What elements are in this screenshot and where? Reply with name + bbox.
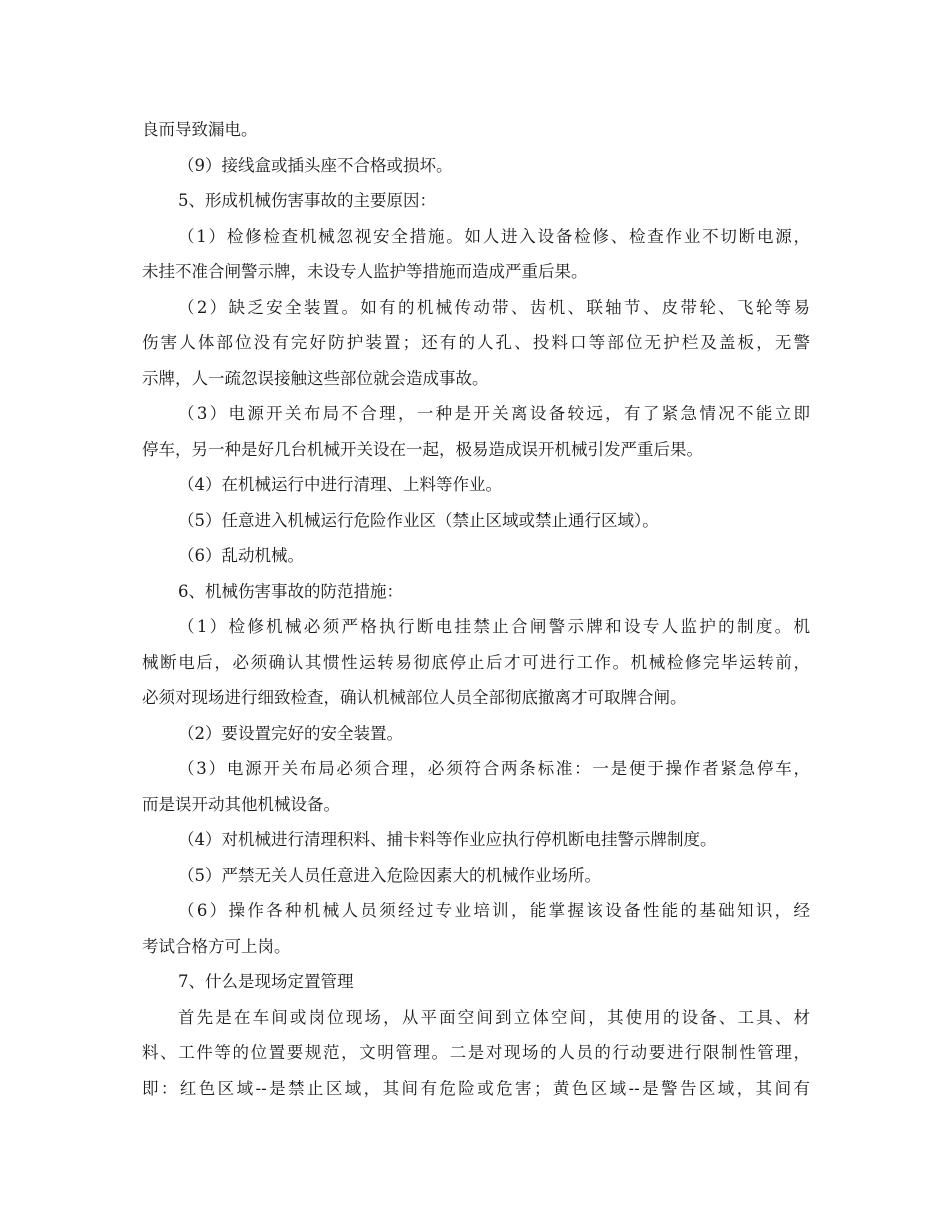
text-line: 而是误开动其他机械设备。 [142,794,340,814]
text-line: （2）要设置完好的安全装置。 [178,723,403,743]
text-line: （1）检修机械必须严格执行断电挂禁止合闸警示牌和设专人监护的制度。机 [178,617,810,636]
document-page [142,112,810,1106]
text-line: 即：红色区域--是禁止区域，其间有危险或危害；黄色区域--是警告区域，其间有 [142,1078,810,1098]
text-line: （4）在机械运行中进行清理、上料等作业。 [178,475,502,494]
section-heading: 5、形成机械伤害事故的主要原因： [178,191,436,210]
text-line: 停车，另一种是好几台机械开关设在一起，极易造成误开机械引发严重后果。 [142,439,703,459]
text-line: （3）电源开关布局必须合理，必须符合两条标准：一是便于操作者紧急停车， [178,759,810,778]
text-line: 伤害人体部位没有完好防护装置；还有的人孔、投料口等部位无护栏及盖板，无警 [142,333,810,352]
text-line: （1）检修检查机械忽视安全措施。如人进入设备检修、检查作业不切断电源， [178,226,810,246]
text-line: 未挂不准合闸警示牌，未设专人监护等措施而造成严重后果。 [142,262,588,281]
text-line: （2）缺乏安全装置。如有的机械传动带、齿机、联轴节、皮带轮、飞轮等易 [178,297,810,317]
text-line: 必须对现场进行细致检查，确认机械部位人员全部彻底撤离才可取牌合闸。 [142,688,687,707]
text-line: 示牌，人一疏忽误接触这些部位就会造成事故。 [142,368,489,388]
text-line: 料、工件等的位置要规范，文明管理。二是对现场的人员的行动要进行限制性管理， [142,1043,810,1062]
section-heading: 7、什么是现场定置管理 [178,972,354,991]
text-line: （4）对机械进行清理积料、捕卡料等作业应执行停机断电挂警示牌制度。 [178,830,717,849]
text-line: （9）接线盒或插头座不合格或损坏。 [178,155,453,175]
text-line: （3）电源开关布局不合理，一种是开关离设备较远，有了紧急情况不能立即 [178,404,810,423]
text-line: 械断电后，必须确认其惯性运转易彻底停止后才可进行工作。机械检修完毕运转前， [142,652,810,672]
text-line: 良而导致漏电。 [142,120,258,139]
text-line: 考试合格方可上岗。 [142,936,291,956]
text-line: （5）任意进入机械运行危险作业区（禁止区域或禁止通行区域）。 [178,510,659,530]
text-line: 首先是在车间或岗位现场，从平面空间到立体空间，其使用的设备、工具、材 [178,1007,810,1027]
text-line: （5）严禁无关人员任意进入危险因素大的机械作业场所。 [178,865,601,885]
section-heading: 6、机械伤害事故的防范措施： [178,581,403,601]
text-line: （6）乱动机械。 [178,546,304,565]
text-line: （6）操作各种机械人员须经过专业培训，能掌握该设备性能的基础知识，经 [178,901,810,920]
